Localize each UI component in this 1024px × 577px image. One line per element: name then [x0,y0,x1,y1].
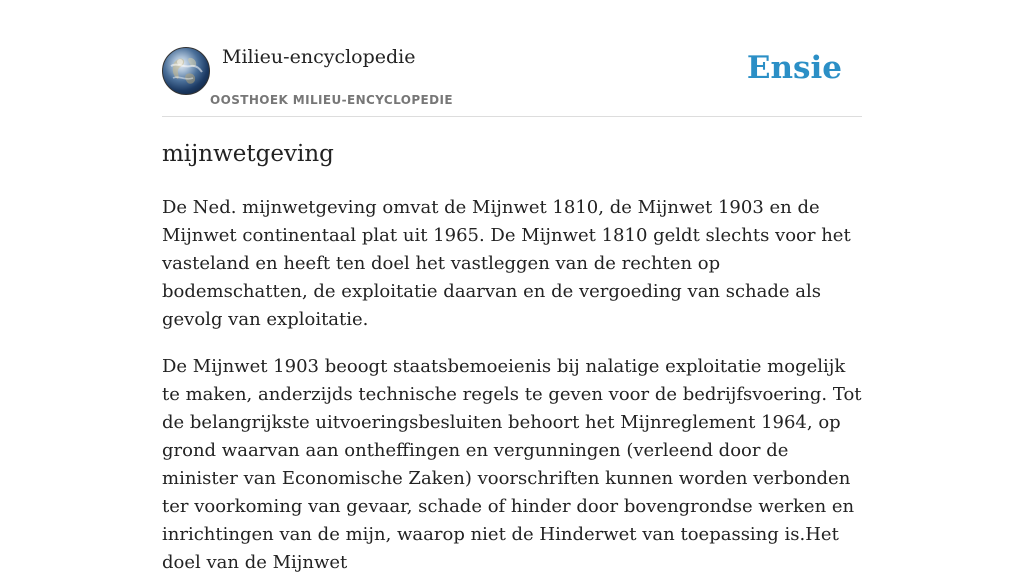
site-header [162,0,862,117]
site-title-link[interactable]: Milieu-encyclopedie [222,46,416,68]
page-container [162,0,862,577]
earth-globe-icon[interactable] [162,47,210,95]
site-subtitle: OOSTHOEK MILIEU-ENCYCLOPEDIE [210,93,453,107]
entry-title: mijnwetgeving [162,141,334,167]
entry-paragraph-1: De Ned. mijnwetgeving omvat de Mijnwet 1810, de Mijnwet 1903 en de Mijnwet continentaal plat uit 1965. De Mijnwet 1810 geldt slechts voor het vasteland en heeft ten doel het vastleggen van de rechten op bodemschatten, de exploitatie daarvan en de vergoeding van schade als gevolg van exploitatie. [162,197,851,330]
entry-paragraph-2: De Mijnwet 1903 beoogt staatsbemoeienis bij nalatige exploitatie mogelijk te maken, anderzijds technische regels te geven voor de bedrijfsvoering. Tot de belangrijkste uitvoeringsbesluiten behoort het Mijnreglement 1964, op grond waarvan aan ontheffingen en vergunningen (verleend door de minister van Economische Zaken) voorschriften kunnen worden verbonden ter voorkoming van gevaar, schade of hinder door bovengrondse werken en inrichtingen van de mijn, waarop niet de Hinderwet van toepassing is.Het doel van de Mijnwet [162,356,862,573]
ensie-logo-link[interactable]: Ensie [746,50,842,86]
